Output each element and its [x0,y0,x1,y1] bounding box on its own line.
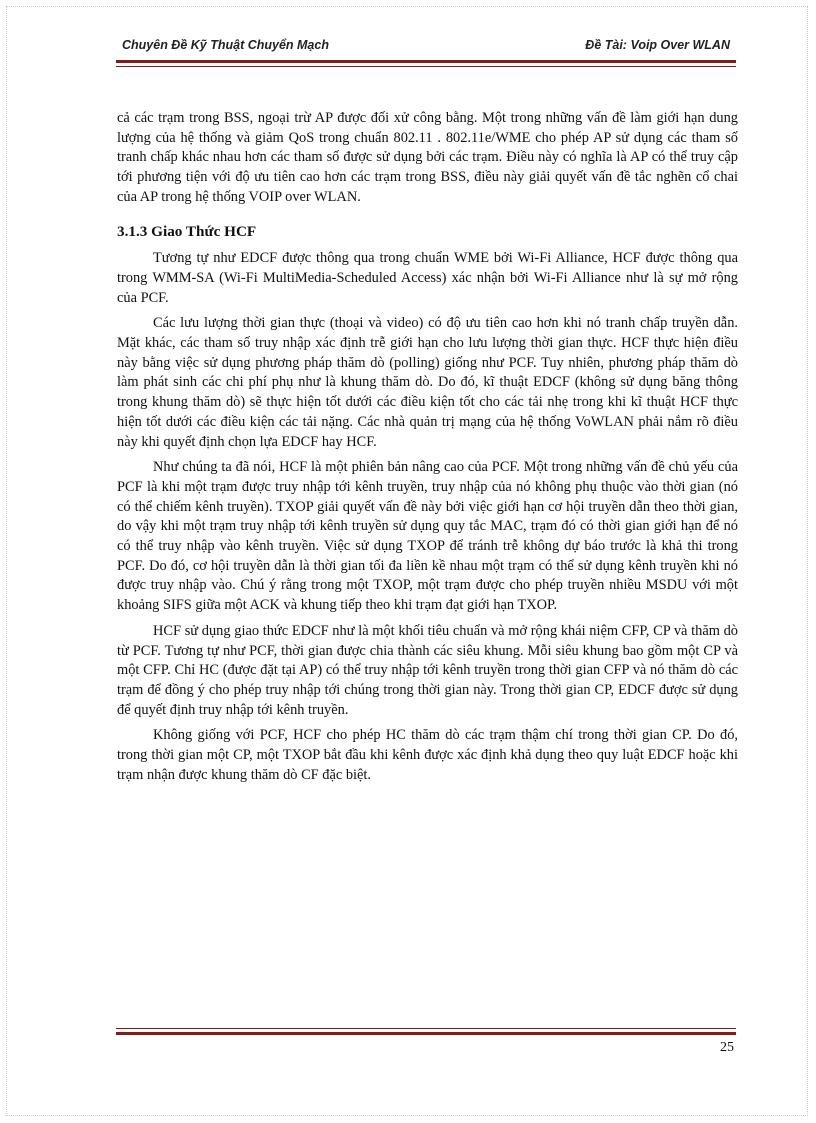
body-paragraph: Không giống với PCF, HCF cho phép HC thăm dò các trạm thậm chí trong thời gian CP. Do đó, trong thời gian một CP, một TXOP bắt đầu khi kênh được xác định khả dụng theo quy luật EDCF hoặc khi trạm nhận được khung thăm dò CF đặc biệt. [117,727,738,783]
body-paragraph: Các lưu lượng thời gian thực (thoại và video) có độ ưu tiên cao hơn khi nó tranh chấp truyền dẫn. Mặt khác, các tham số truy nhập xác định trễ giới hạn cho lưu lượng thời gian thực. HCF thực hiện điều này bằng việc sử dụng phương pháp thăm dò (polling) giống như PCF. Tuy nhiên, phương pháp thăm dò làm phát sinh các chi phí phụ như là khung thăm dò. Do đó, kĩ thuật EDCF (không sử dụng băng thông trong khung thăm dò) sẽ thực hiện tốt dưới các điều kiện tốt cho các tải nhẹ trong khi kĩ thuật HCF thực hiện tốt dưới các điều kiện các tải nặng. Các nhà quản trị mạng của hệ thống VoWLAN phải nắm rõ điều này khi quyết định chọn lựa EDCF hay HCF. [117,315,738,450]
body-paragraph: Như chúng ta đã nói, HCF là một phiên bản nâng cao của PCF. Một trong những vấn đề chủ yếu của PCF là khi một trạm được truy nhập tới kênh truyền, truy nhập của nó không phụ thuộc vào thời gian (nó có thể chiếm kênh truyền). TXOP giải quyết vấn đề này bởi việc giới hạn cơ hội truyền dẫn theo thời gian, do vậy khi một trạm truy nhập tới kênh truyền sử dụng quy tắc MAC, trạm đó có thời gian giới hạn để nó có thể truy nhập vào kênh truyền. Việc sử dụng TXOP để tránh trễ không dự báo trước là khả thi trong PCF. Do đó, cơ hội truyền dẫn là thời gian tối đa liền kề nhau một trạm có thể sử dụng kênh truyền khi nó được truy nhập vào. Chú ý rằng trong một TXOP, một trạm được cho phép truyền nhiều MSDU với một khoảng SIFS giữa một ACK và khung tiếp theo khi trạm đạt giới hạn TXOP. [117,459,738,614]
page-number: 25 [720,1040,734,1055]
footer-rule-thin [116,1028,736,1029]
header-document-title: Chuyên Đề Kỹ Thuật Chuyển Mạch [122,38,329,52]
footer-rule-thick [116,1032,736,1035]
body-paragraph: Tương tự như EDCF được thông qua trong chuẩn WME bởi Wi-Fi Alliance, HCF được thông qua trong WMM-SA (Wi-Fi MultiMedia-Scheduled Access) xác nhận bởi Wi-Fi Alliance như là sự mở rộng của PCF. [117,250,738,306]
page-header [116,36,733,60]
header-rule-thick [116,60,736,63]
body-paragraph: HCF sử dụng giao thức EDCF như là một khối tiêu chuẩn và mở rộng khái niệm CFP, CP và thăm dò từ PCF. Tương tự như PCF, thời gian được chia thành các siêu khung. Mỗi siêu khung bao gồm một CP và một CFP. Chỉ HC (được đặt tại AP) có thể truy nhập tới kênh truyền trong thời gian CFP và nó thăm dò các trạm để đồng ý cho phép truy nhập tới chúng trong thời gian này. Trong thời gian CP, EDCF được sử dụng để quyết định truy nhập tới kênh truyền. [117,622,738,718]
header-rule-thin [116,66,736,67]
document-body [117,109,738,792]
intro-paragraph: cả các trạm trong BSS, ngoại trừ AP được đối xử công bằng. Một trong những vấn đề làm giới hạn dung lượng của hệ thống và giảm QoS trong chuẩn 802.11 . 802.11e/WME cho phép AP sử dụng các tham số tranh chấp khác nhau hơn các tham số được sử dụng bởi các trạm. Điều này có nghĩa là AP có thể truy cập tới phương tiện với độ ưu tiên cao hơn các trạm trong BSS, điều này giải quyết vấn đề tắc nghẽn cổ chai của AP trong hệ thống VOIP over WLAN. [117,110,738,205]
section-heading: 3.1.3 Giao Thức HCF [117,222,257,240]
header-topic-title: Đề Tài: Voip Over WLAN [585,38,730,52]
